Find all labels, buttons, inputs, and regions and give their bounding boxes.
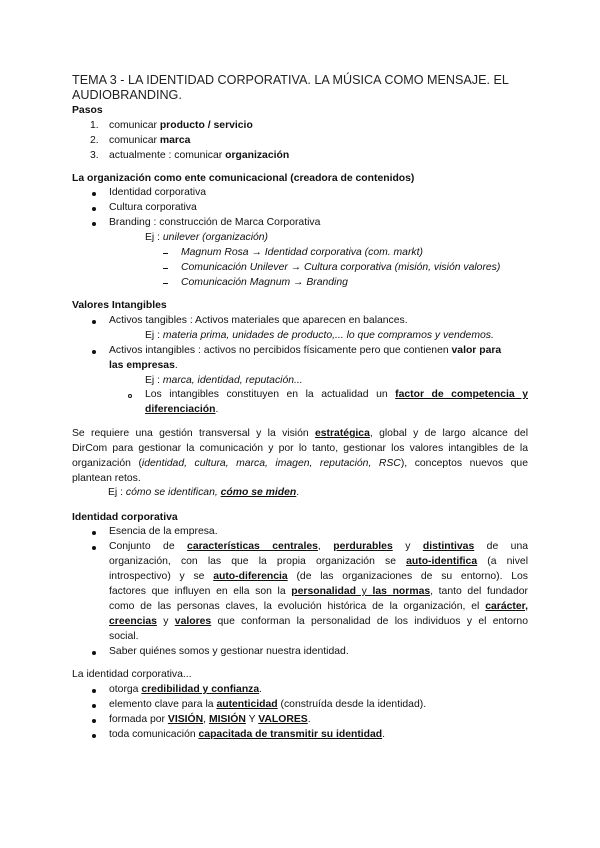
valores-item-2-line1: Activos intangibles : activos no percibidos físicamente pero que contienen valor para [109, 345, 502, 356]
valores-item-1-example: Ej : materia prima, unidades de producto,... lo que compramos y vendemos. [145, 330, 494, 341]
identidad-b2-line5: como de las personas claves, la evolución histórica de la organización, el carácter, [109, 601, 528, 612]
bullet-dot [92, 222, 96, 226]
bullet-dot [92, 651, 96, 655]
identidad-b2-line1: Conjunto de características centrales, perdurables y distintivas de una [109, 541, 529, 552]
organizacion-sub-3: Comunicación Magnum → Branding [181, 277, 348, 288]
bullet-dot [92, 704, 96, 708]
pasos-num-2: 2. [90, 135, 99, 146]
bullet-dot [92, 546, 96, 550]
valores-heading: Valores Intangibles [72, 300, 167, 311]
identidad-b2-line2: organización, con las que la propia organización se auto-identifica (a nivel [109, 556, 528, 567]
bullet-dot [92, 531, 96, 535]
pasos-item-2: comunicar marca [109, 135, 191, 146]
paragraph-line1: Se requiere una gestión transversal y la visión estratégica, global y de largo alcance del [72, 428, 528, 439]
bullet-dot [92, 734, 96, 738]
dash-marker [163, 253, 168, 254]
paragraph-line4: plantean retos. [72, 473, 141, 484]
valores-sub-line2: diferenciación. [145, 404, 219, 415]
final-item-3: formada por VISIÓN, MISIÓN Y VALORES. [109, 714, 311, 725]
pasos-item-3: actualmente : comunicar organización [109, 150, 290, 161]
final-item-4: toda comunicación capacitada de transmitir su identidad. [109, 729, 386, 740]
valores-item-2-example: Ej : marca, identidad, reputación... [145, 375, 303, 386]
organizacion-item-1: Identidad corporativa [109, 187, 207, 198]
organizacion-heading: La organización como ente comunicacional (creadora de contenidos) [72, 173, 415, 184]
identidad-b2-line3: introspectivo) y se auto-diferencia (de las organizaciones de su entorno). Los [109, 571, 529, 582]
identidad-b2-line7: social. [109, 631, 139, 642]
doc-title-line1: TEMA 3 - LA IDENTIDAD CORPORATIVA. LA MÚSICA COMO MENSAJE. EL [72, 73, 509, 87]
organizacion-item-2: Cultura corporativa [109, 202, 197, 213]
doc-title-line2: AUDIOBRANDING. [72, 88, 182, 102]
pasos-num-3: 3. [90, 150, 99, 161]
bullet-dot [92, 350, 96, 354]
pasos-num-1: 1. [90, 120, 99, 131]
valores-item-2-line2: las empresas. [109, 360, 178, 371]
bullet-dot [92, 689, 96, 693]
dash-marker [163, 283, 168, 284]
paragraph-line2: DirCom para gestionar la comunicación y por lo tanto, gestionar los valores intangibles de la [72, 443, 528, 454]
final-intro: La identidad corporativa... [72, 669, 192, 680]
identidad-heading: Identidad corporativa [72, 512, 178, 523]
hollow-bullet [128, 394, 132, 398]
pasos-heading: Pasos [72, 105, 103, 116]
dash-marker [163, 268, 168, 269]
final-item-2: elemento clave para la autenticidad (construída desde la identidad). [109, 699, 427, 710]
identidad-b2-line6: creencias y valores que conforman la personalidad de los individuos y el entorno [109, 616, 528, 627]
identidad-b2-line4: factores que influyen en ella son la personalidad y las normas, tanto del fundador [109, 586, 528, 597]
organizacion-item-3: Branding : construcción de Marca Corporativa [109, 217, 321, 228]
valores-sub-line1: Los intangibles constituyen en la actualidad un factor de competencia y [145, 389, 528, 400]
identidad-bullet-3: Saber quiénes somos y gestionar nuestra identidad. [109, 646, 349, 657]
valores-item-1: Activos tangibles : Activos materiales que aparecen en balances. [109, 315, 408, 326]
identidad-bullet-1: Esencia de la empresa. [109, 526, 218, 537]
paragraph-line3: organización (identidad, cultura, marca, imagen, reputación, RSC), conceptos nuevos que [72, 458, 528, 469]
bullet-dot [92, 192, 96, 196]
organizacion-sub-2: Comunicación Unilever → Cultura corporativa (misión, visión valores) [181, 262, 501, 273]
organizacion-sub-1: Magnum Rosa → Identidad corporativa (com. markt) [181, 247, 423, 258]
paragraph-example: Ej : cómo se identifican, cómo se miden. [108, 487, 300, 498]
final-item-1: otorga credibilidad y confianza. [109, 684, 263, 695]
bullet-dot [92, 320, 96, 324]
pasos-item-1: comunicar producto / servicio [109, 120, 253, 131]
bullet-dot [92, 207, 96, 211]
organizacion-example: Ej : unilever (organización) [145, 232, 269, 243]
bullet-dot [92, 719, 96, 723]
